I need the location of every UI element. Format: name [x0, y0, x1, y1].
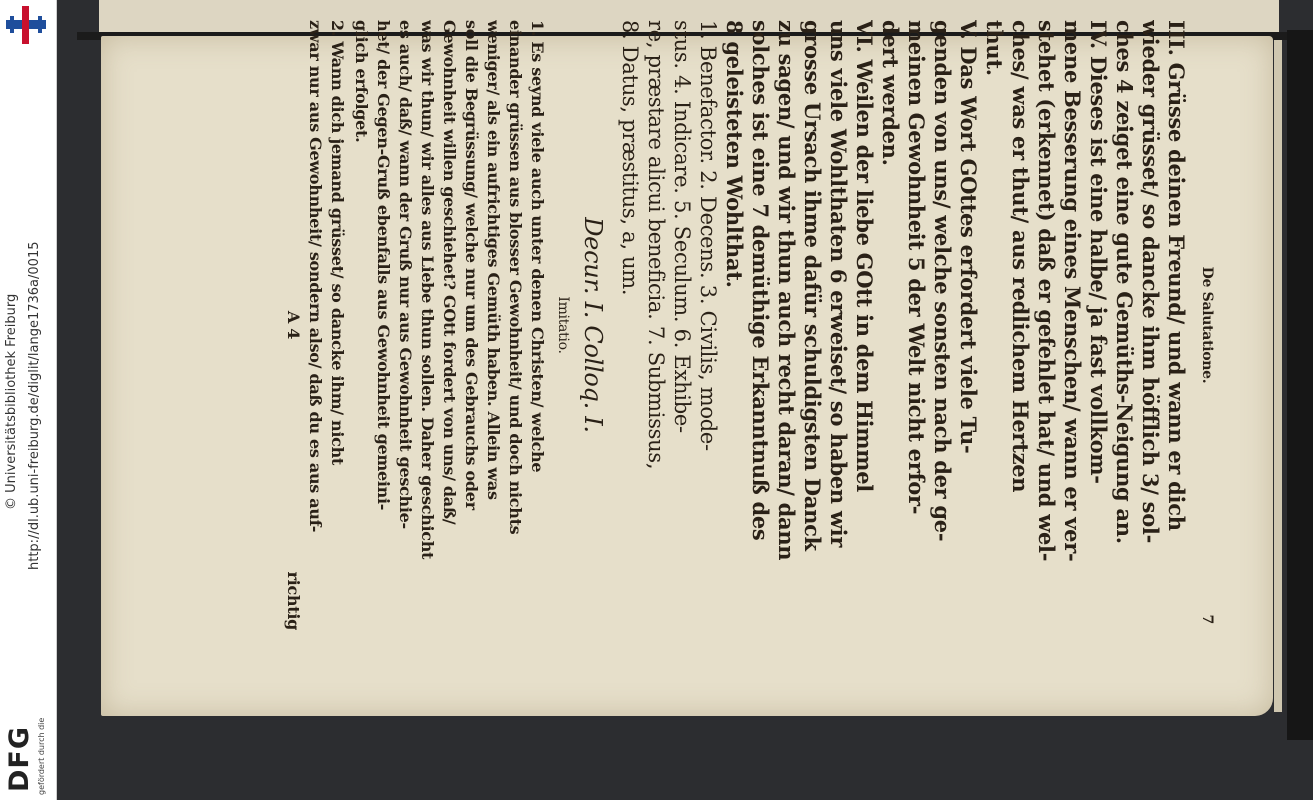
text-line: einander grüssen aus blosser Gewohnheit/ und doch nichts	[506, 20, 525, 535]
text-line: wieder grüsset/ so dancke ihm höfflich 3/ sol-	[1138, 20, 1163, 544]
catchword: richtig	[284, 571, 303, 630]
scan-viewport[interactable]	[57, 0, 1313, 800]
text-line: uns viele Wohlthaten 6 erweiset/ so haben wir	[826, 20, 851, 548]
page-edge	[1274, 40, 1282, 712]
signature-mark: A 4	[284, 310, 303, 340]
text-line: thut.	[982, 20, 1007, 76]
page-number: 7	[1199, 614, 1215, 624]
text-line: ches 4 zeiget eine gute Gemüths-Neigung an.	[1112, 20, 1137, 544]
copyright-text: © Universitätsbibliothek Freiburg	[4, 293, 19, 510]
text-line: weniger/ als ein aufrichtiges Gemüth haben. Allein was	[484, 20, 503, 500]
text-line: VI. Weilen der liebe GOtt in dem Himmel	[852, 20, 877, 492]
text-line: grosse Ursach ihme dafür schuldigsten Danck	[800, 20, 825, 551]
viewer-sidebar	[0, 0, 57, 800]
text-line: III. Grüsse deinen Freund/ und wann er dich	[1164, 20, 1189, 531]
section-subtitle: Imitatio.	[555, 296, 571, 354]
text-line: dert werden.	[878, 20, 903, 166]
text-line: Gewohnheit willen geschiehet? GOtt fordert von uns/ daß/	[440, 20, 459, 525]
text-line: stehet (erkennet) daß er gefehlet hat/ und wel-	[1034, 20, 1059, 562]
ub-freiburg-logo-icon[interactable]	[4, 6, 48, 44]
glossary-line: 1. Benefactor. 2. Decens. 3. Civilis, mode-	[696, 20, 720, 451]
glossary-line: stus. 4. Indicare. 5. Seculum. 6. Exhibe-	[670, 20, 694, 433]
text-line: 2. Wann dich jemand grüsset/ so dancke ihm/ nicht	[328, 20, 347, 466]
text-line: zwar nur aus Gewohnheit/ sondern also/ daß du es aus auf-	[306, 20, 325, 533]
text-line: zu sagen/ und wir thun auch recht daran/ dann	[774, 20, 799, 561]
text-line: ches/ was er thut/ aus redlichem Hertzen	[1008, 20, 1033, 493]
text-line: 8 geleisteten Wohlthat.	[722, 20, 747, 288]
text-line: meinen Gewohnheit 5 der Welt nicht erfor-	[904, 20, 929, 515]
glossary-line: 8. Datus, præstitus, a, um.	[618, 20, 642, 296]
dfg-logo: DFG	[4, 725, 35, 792]
text-line: solches ist eine 7 demüthige Erkanntnuß des	[748, 20, 773, 541]
text-line: IV. Dieses ist eine halbe/ ja fast vollkom-	[1086, 20, 1111, 484]
text-line: was wir thun/ wir alles aus Liebe thun sollen. Daher geschicht	[418, 20, 437, 560]
section-title: Decur. I. Colloq. I.	[579, 217, 607, 433]
document-url[interactable]: http://dl.ub.uni-freiburg.de/diglit/lange1736a/0015	[27, 241, 42, 570]
page-text-rotated	[217, 20, 1217, 630]
dfg-funded-by-text: gefördert durch die	[37, 717, 46, 795]
text-line: genden von uns/ welche sonsten nach der ge-	[930, 20, 955, 542]
text-line: V. Das Wort GOttes erfordert viele Tu-	[956, 20, 981, 454]
glossary-line: re, præstare alicui beneficia. 7. Submissus,	[644, 20, 668, 470]
text-line: 1. Es seynd viele auch unter denen Christen/ welche	[528, 20, 547, 473]
book-cover-edge	[1287, 30, 1313, 740]
text-line: es auch/ daß/ wann der Gruß nur aus Gewohnheit geschie-	[396, 20, 415, 529]
running-header: De Salutatione.	[1199, 266, 1215, 384]
text-line: soll die Begrüssung/ welche nur um des Gebrauchs oder	[462, 20, 481, 510]
text-line: glich erfolget.	[352, 20, 371, 143]
text-line: het/ der Gegen-Gruß ebenfalls aus Gewohnheit gemeini-	[374, 20, 393, 511]
text-line: mene Besserung eines Menschen/ wann er ver-	[1060, 20, 1085, 562]
